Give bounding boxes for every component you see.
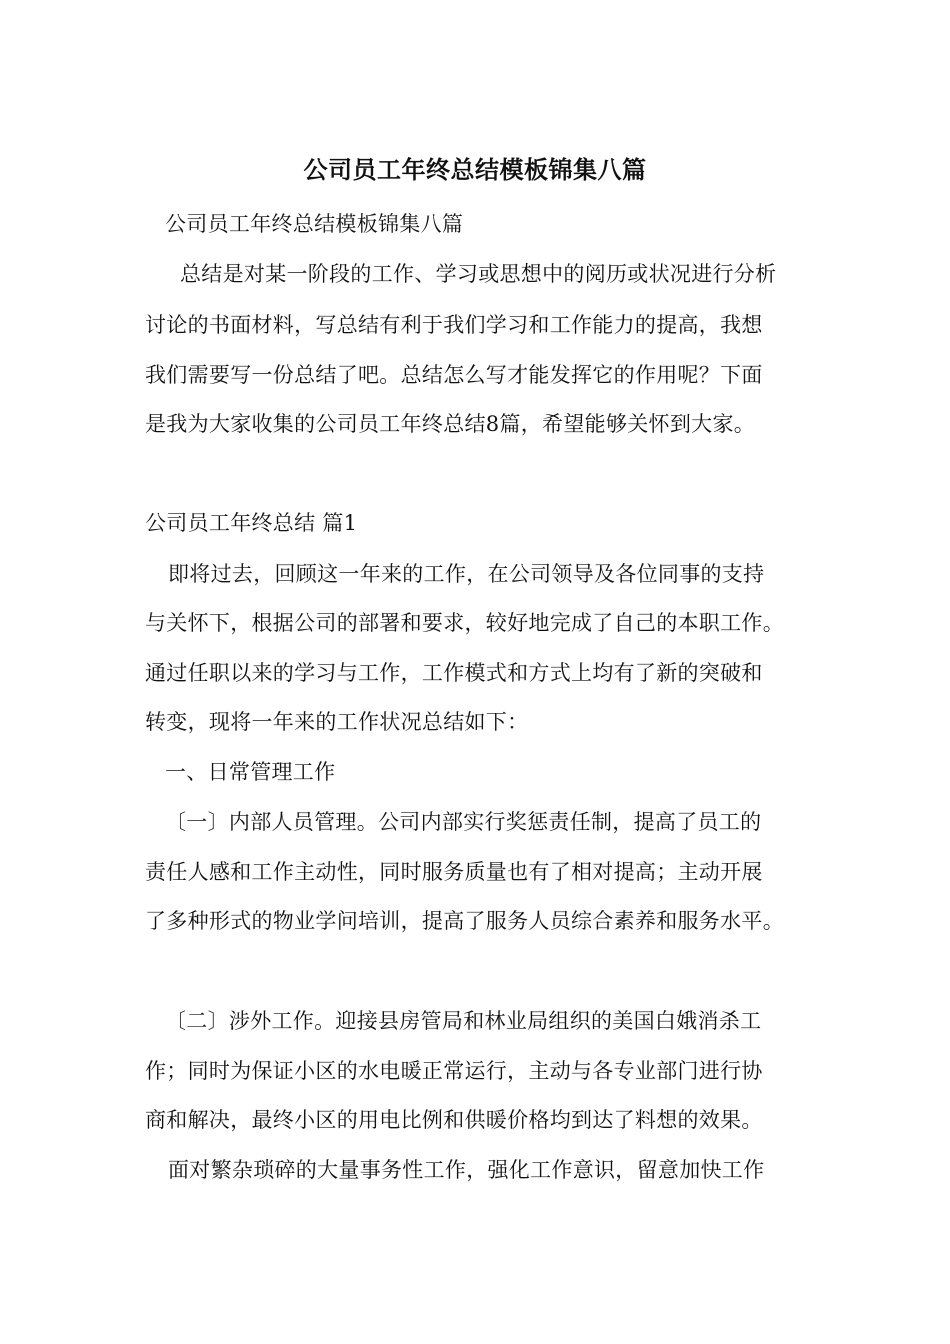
intro-line-3: 我们需要写一份总结了吧。总结怎么写才能发挥它的作用呢？下面 — [145, 363, 763, 387]
document-title: 公司员工年终总结模板锦集八篇 — [303, 155, 647, 184]
para1-line-2: 与关怀下，根据公司的部署和要求，较好地完成了自己的本职工作。 — [145, 611, 784, 635]
intro-line-1: 总结是对某一阶段的工作、学习或思想中的阅历或状况进行分析 — [180, 262, 777, 286]
intro-line-2: 讨论的书面材料，写总结有利于我们学习和工作能力的提高，我想 — [145, 313, 763, 337]
para2-line-1: 面对繁杂琐碎的大量事务性工作，强化工作意识，留意加快工作 — [168, 1158, 765, 1182]
item2-line-1: 〔二〕涉外工作。迎接县房管局和林业局组织的美国白娥消杀工 — [165, 1009, 762, 1033]
para1-line-4: 转变，现将一年来的工作状况总结如下： — [145, 710, 529, 734]
item1-line-2: 责任人感和工作主动性，同时服务质量也有了相对提高；主动开展 — [145, 860, 763, 884]
section-heading: 公司员工年终总结 篇1 — [145, 511, 358, 535]
heading-daily-management: 一、日常管理工作 — [165, 760, 336, 784]
intro-line-4: 是我为大家收集的公司员工年终总结8篇，希望能够关怀到大家。 — [145, 412, 756, 436]
document-subtitle: 公司员工年终总结模板锦集八篇 — [165, 212, 464, 236]
item1-line-1: 〔一〕内部人员管理。公司内部实行奖惩责任制，提高了员工的 — [165, 810, 762, 834]
item2-line-3: 商和解决，最终小区的用电比例和供暖价格均到达了料想的效果。 — [145, 1108, 763, 1132]
item2-line-2: 作；同时为保证小区的水电暖正常运行，主动与各专业部门进行协 — [145, 1059, 763, 1083]
para1-line-3: 通过任职以来的学习与工作，工作模式和方式上均有了新的突破和 — [145, 661, 763, 685]
item1-line-3: 了多种形式的物业学问培训，提高了服务人员综合素养和服务水平。 — [145, 909, 784, 933]
para1-line-1: 即将过去，回顾这一年来的工作，在公司领导及各位同事的支持 — [168, 562, 765, 586]
